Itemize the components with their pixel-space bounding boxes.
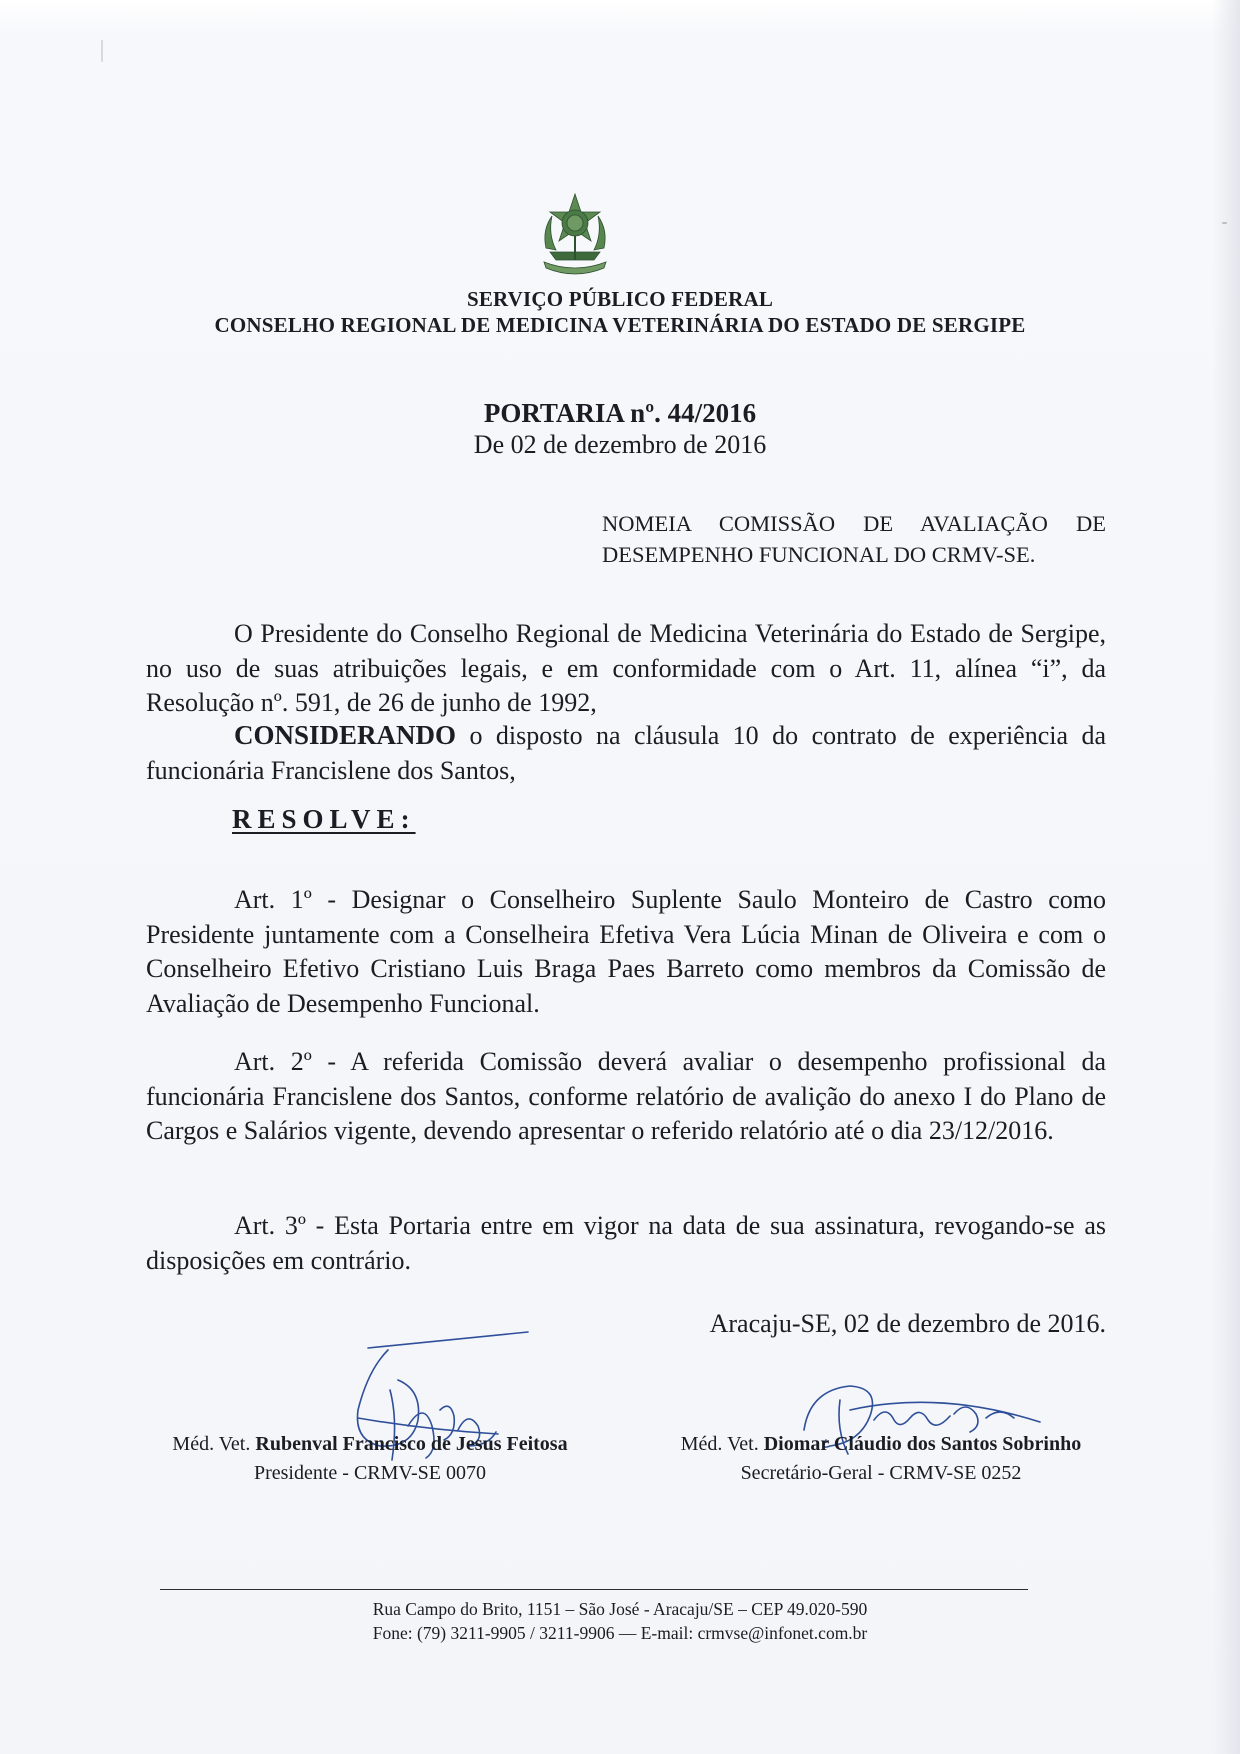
signatory-name-line (140, 1430, 600, 1459)
paragraph-considerando (146, 718, 1106, 788)
considerando-keyword: CONSIDERANDO (234, 720, 457, 750)
signatory-name: Rubenval Francisco de Jesus Feitosa (255, 1433, 568, 1455)
signatory-right (650, 1430, 1112, 1488)
signatory-name: Diomar Cláudio dos Santos Sobrinho (763, 1433, 1082, 1455)
place-and-date: Aracaju-SE, 02 de dezembro de 2016. (709, 1309, 1106, 1338)
ementa-line: NOMEIA COMISSÃO DE AVALIAÇÃO DE (602, 511, 1106, 536)
signatory-prefix: Méd. Vet. (172, 1433, 256, 1455)
brazil-coat-of-arms-icon (534, 190, 616, 280)
signatory-role: Presidente - CRMV-SE 0070 (253, 1462, 487, 1484)
footer-address: Rua Campo do Brito, 1151 – São José - Aracaju/SE – CEP 49.020-590 (372, 1599, 868, 1619)
footer-divider (160, 1589, 1028, 1590)
scan-edge-right (1212, 0, 1240, 1754)
scan-speck (101, 40, 103, 62)
footer-contact: Fone: (79) 3211-9905 / 3211-9906 — E-mail: crmvse@infonet.com.br (372, 1623, 868, 1643)
signatory-name-line (650, 1430, 1112, 1459)
document-title: PORTARIA nº. 44/2016 (483, 398, 757, 428)
considerando-text: o disposto na cláusula 10 do contrato de experiência da funcionária Francislene dos Santos, (146, 721, 1106, 785)
resolve-heading: RESOLVE: (232, 804, 416, 834)
signatory-prefix: Méd. Vet. (680, 1433, 764, 1455)
header-council-name: CONSELHO REGIONAL DE MEDICINA VETERINÁRIA DO ESTADO DE SERGIPE (214, 313, 1026, 337)
ementa (602, 508, 1106, 570)
article-2: Art. 2º - A referida Comissão deverá avaliar o desempenho profissional da funcionária Francislene dos Santos, conforme relatório de avalição do anexo I do Plano de Cargos e Salários vigente, devendo apresentar o referido relatório até o dia 23/12/2016. (146, 1047, 1106, 1145)
paragraph-intro: O Presidente do Conselho Regional de Medicina Veterinária do Estado de Sergipe, no uso de suas atribuições legais, e em conformidade com o Art. 11, alínea “i”, da Resolução nº. 591, de 26 de junho de 1992, (146, 619, 1106, 717)
ementa-line: DESEMPENHO FUNCIONAL DO CRMV-SE. (602, 542, 1036, 567)
article-1: Art. 1º - Designar o Conselheiro Suplente Saulo Monteiro de Castro como Presidente juntamente com a Conselheira Efetiva Vera Lúcia Minan de Oliveira e com o Conselheiro Efetivo Cristiano Luis Braga Paes Barreto como membros da Comissão de Avaliação de Desempenho Funcional. (146, 885, 1106, 1018)
scan-edge-top (0, 0, 1240, 36)
signatory-left (140, 1430, 600, 1488)
signatory-role: Secretário-Geral - CRMV-SE 0252 (740, 1462, 1022, 1484)
scan-speck (1222, 222, 1227, 224)
article-3: Art. 3º - Esta Portaria entre em vigor na data de sua assinatura, revogando-se as disposições em contrário. (146, 1211, 1106, 1275)
header-service-name: SERVIÇO PÚBLICO FEDERAL (466, 287, 774, 311)
document-date: De 02 de dezembro de 2016 (473, 430, 767, 459)
